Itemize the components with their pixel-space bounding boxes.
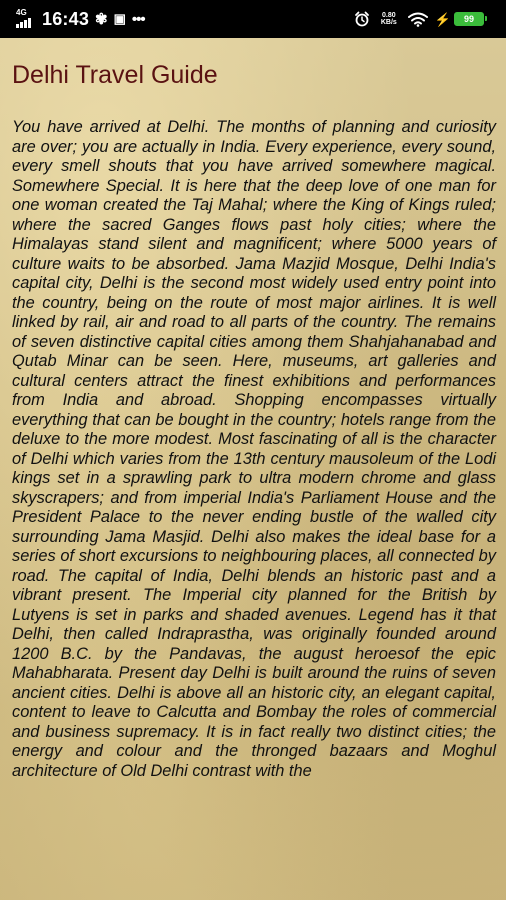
network-type: 4G — [16, 8, 27, 17]
battery-level: 99 — [463, 13, 474, 24]
more-dots-icon: ••• — [131, 10, 145, 28]
status-bar-left — [16, 0, 145, 38]
pinwheel-icon: ✾ — [95, 11, 108, 28]
charging-icon: ⚡ — [434, 11, 451, 27]
status-bar — [0, 0, 506, 38]
clock: 16:43 — [42, 8, 90, 29]
article-body: You have arrived at Delhi. The months of planning and curiosity are over; you are actually in India. Every experience, every sound, every smell shouts that you have arrived somewhere magical. Somewhere Special. It is here that the deep love of one man for one woman created the Taj Mahal; where the King of Kings ruled; where the sacred Ganges flows past holy cities; where the Himalayas stand silent and magnificent; where 5000 years of culture waits to be absorbed. Jama Mazjid Mosque, Delhi India's capital city, Delhi is the second most widely used entry point into the country, being on the route of most major airlines. It is well linked by rail, air and road to all parts of the country. The remains of seven distinctive capital cities among them Shahjahanabad and Qutab Minar can be seen. Here, museums, art galleries and cultural centers attract the finest exhibitions and performances from India and abroad. Shopping encompasses virtually everything that can be bought in the country; hotels range from the deluxe to the more modest. Most fascinating of all is the character of Delhi which varies from the 13th century mausoleum of the Lodi kings set in a sprawling park to ultra modern chrome and glass skyscrapers; and from imperial India's Parliament House and the President Palace to the never ending bustle of the walled city surrounding Jama Masjid. Delhi also makes the ideal base for a series of short excursions to neighbouring places, all connected by road. The capital of India, Delhi blends an historic past and a vibrant present. The Imperial city planned for the British by Lutyens is set in parks and shaded avenues. Legend has it that Delhi, then called Indraprastha, was originally founded around 1200 B.C. by the Pandavas, the august heroesof the epic Mahabharata. Present day Delhi is built around the ruins of seven ancient cities. Delhi is above all an historic city, an elegant capital, content to leave to Calcutta and Bombay the roles of commercial and business supremacy. It is in fact really two distinct cities; the energy and colour and the thronged bazaars and Moghul architecture of Old Delhi contrast with the — [12, 118, 496, 780]
battery-icon — [454, 12, 484, 26]
network-speed-unit: KB/s — [380, 19, 397, 26]
sim-card-icon: ▣ — [113, 11, 126, 26]
status-bar-right — [354, 0, 484, 38]
article-view[interactable] — [0, 38, 506, 900]
signal-icon — [16, 7, 34, 31]
page-title: Delhi Travel Guide — [12, 61, 218, 89]
wifi-icon — [408, 12, 428, 27]
alarm-icon — [354, 11, 370, 27]
network-speed-value: 0.80 — [382, 12, 396, 19]
network-speed — [377, 12, 401, 26]
